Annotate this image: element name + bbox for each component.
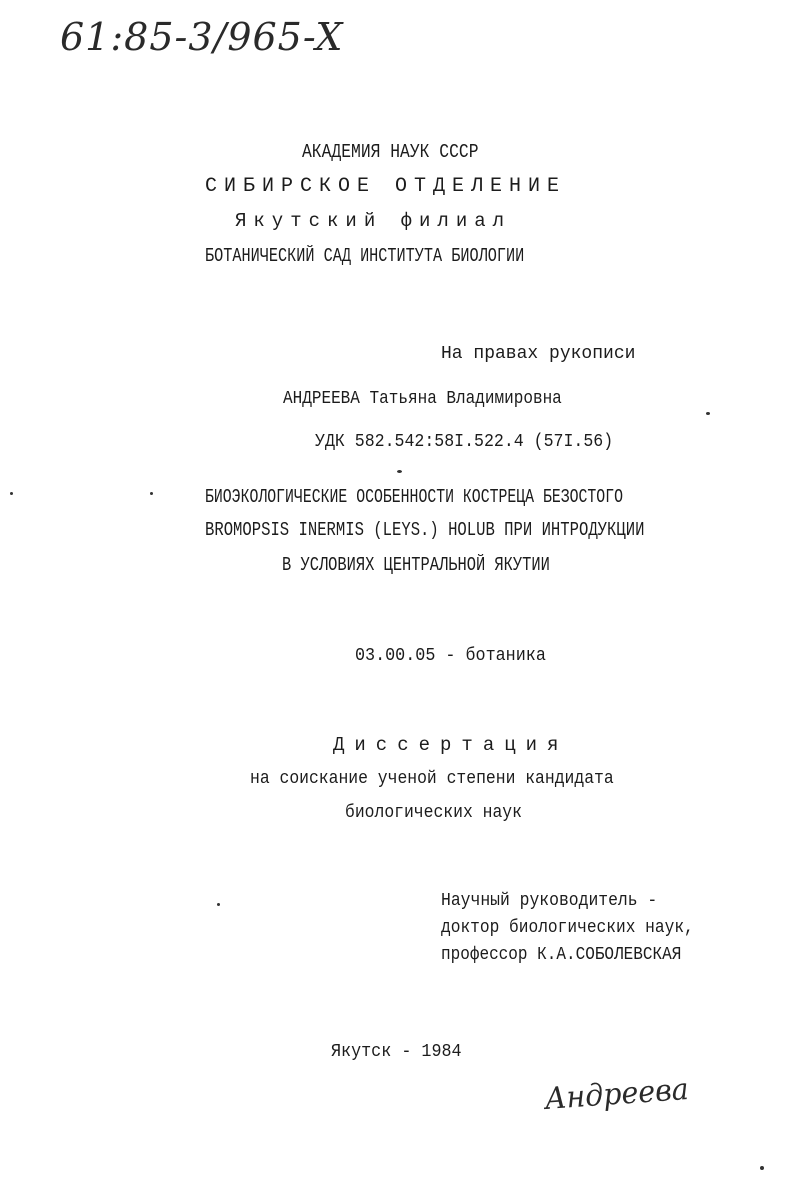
scan-speck — [397, 470, 402, 473]
scan-speck — [706, 412, 710, 415]
supervisor-line-3: профессор К.А.СОБОЛЕВСКАЯ — [441, 945, 682, 965]
header-academy: АКАДЕМИЯ НАУК СССР — [302, 141, 479, 163]
supervisor-line-2: доктор биологических наук, — [441, 918, 694, 938]
title-line-3: В УСЛОВИЯХ ЦЕНТРАЛЬНОЙ ЯКУТИИ — [282, 554, 550, 576]
scan-speck — [10, 492, 13, 495]
author-name: АНДРЕЕВА Татьяна Владимировна — [283, 389, 562, 409]
degree-line-1: на соискание ученой степени кандидата — [250, 769, 614, 789]
scan-speck — [760, 1166, 764, 1170]
scan-speck — [150, 492, 153, 495]
handwritten-shelf-mark: 61:85-3/965-X — [60, 15, 344, 59]
title-line-2: BROMOPSIS INERMIS (LEYS.) HOLUB ПРИ ИНТРОДУКЦИИ — [205, 519, 645, 541]
header-division: СИБИРСКОЕ ОТДЕЛЕНИЕ — [205, 175, 567, 198]
manuscript-rights: На правах рукописи — [441, 344, 636, 364]
header-branch: Якутский филиал — [235, 210, 512, 232]
supervisor-line-1: Научный руководитель - — [441, 891, 658, 911]
place-year: Якутск - 1984 — [331, 1042, 462, 1062]
header-institution: БОТАНИЧЕСКИЙ САД ИНСТИТУТА БИОЛОГИИ — [205, 245, 525, 267]
degree-line-2: биологических наук — [345, 803, 522, 823]
specialty: 03.00.05 - ботаника — [355, 646, 546, 666]
title-line-1: БИОЭКОЛОГИЧЕСКИЕ ОСОБЕННОСТИ КОСТРЕЦА БЕЗОСТОГО — [205, 486, 623, 508]
scan-speck — [217, 903, 220, 906]
handwritten-signature: Андреева — [543, 1072, 690, 1117]
work-type: Диссертация — [333, 734, 569, 756]
udc-code: УДК 582.542:58I.522.4 (57I.56) — [315, 432, 614, 452]
